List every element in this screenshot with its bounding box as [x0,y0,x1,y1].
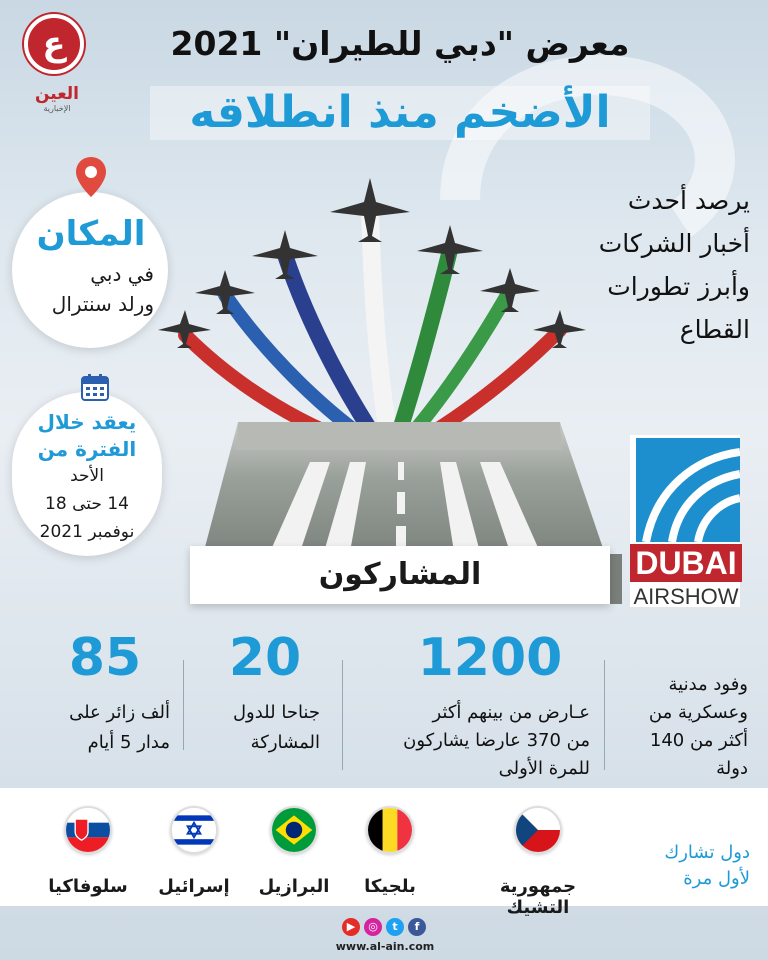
czech-flag-icon [514,806,562,854]
location-pin-icon [74,155,108,199]
page-title: معرض "دبي للطيران" 2021 [170,24,630,63]
first-time-heading-2: لأول مرة [683,868,750,889]
stat-exhibitors-line-1: عـارض من بينهم أكثر [432,702,590,723]
divider [183,660,184,750]
dates-month-year: نوفمبر 2021 [39,522,135,542]
belgium-flag-icon [366,806,414,854]
logo-subtitle: الإخبارية [43,104,71,113]
stat-visitors-number: 85 [68,628,142,688]
dates-heading-1: يعقد خلال [37,410,137,434]
location-line-2: ورلد سنترال [51,292,154,316]
stat-pavilions-line-2: المشاركة [250,732,320,753]
stat-pavilions-line-1: جناحا للدول [232,702,320,723]
coverage-line-1: يرصد أحدث [627,186,750,215]
logo-wordmark: العين [34,84,80,104]
delegations-line-3: أكثر من 140 [649,730,748,751]
country-slovakia: سلوفاكيا [48,876,128,897]
divider [604,660,605,770]
coverage-line-3: وأبرز تطورات [607,272,750,301]
slovakia-flag-icon [64,806,112,854]
delegations-line-1: وفود مدنية [668,674,748,695]
facebook-icon[interactable]: f [408,918,426,936]
delegations-line-2: وعسكرية من [648,702,748,723]
stat-exhibitors-number: 1200 [417,628,563,688]
calendar-icon [80,372,110,402]
country-czech: جمهورية التشيك [499,876,577,918]
stat-pavilions-number: 20 [228,628,302,688]
dates-day: الأحد [70,466,104,486]
location-line-1: في دبي [90,262,154,286]
coverage-line-4: القطاع [679,315,750,344]
page-subtitle: الأضخم منذ انطلاقه [150,86,650,140]
country-israel: إسرائيل [158,876,230,897]
brazil-flag-icon [270,806,318,854]
airshow-logo-airshow: AIRSHOW [633,584,739,609]
dates-heading-2: الفترة من [37,437,137,461]
first-time-heading-1: دول تشارك [664,842,750,863]
stat-visitors-line-1: ألف زائر على [69,702,170,723]
divider [342,660,343,770]
al-ain-logo[interactable]: ع [24,14,84,74]
stat-exhibitors-line-2: من 370 عارضا يشاركون [403,730,590,751]
airshow-wings-icon [636,438,740,542]
participants-label: المشاركون [190,546,610,604]
twitter-icon[interactable]: t [386,918,404,936]
dates-range: 14 حتى 18 [45,494,129,514]
youtube-icon[interactable]: ▶ [342,918,360,936]
country-brazil: البرازيل [258,876,330,897]
location-title: المكان [36,214,146,254]
stat-visitors-line-2: مدار 5 أيام [87,732,170,753]
instagram-icon[interactable]: ◎ [364,918,382,936]
delegations-line-4: دولة [716,758,748,779]
stat-exhibitors-line-3: للمرة الأولى [498,758,590,779]
footer-url[interactable]: www.al-ain.com [335,940,435,953]
israel-flag-icon [170,806,218,854]
country-belgium: بلجيكا [364,876,416,897]
airshow-logo-dubai: DUBAI [630,544,742,582]
coverage-line-2: أخبار الشركات [598,229,750,258]
